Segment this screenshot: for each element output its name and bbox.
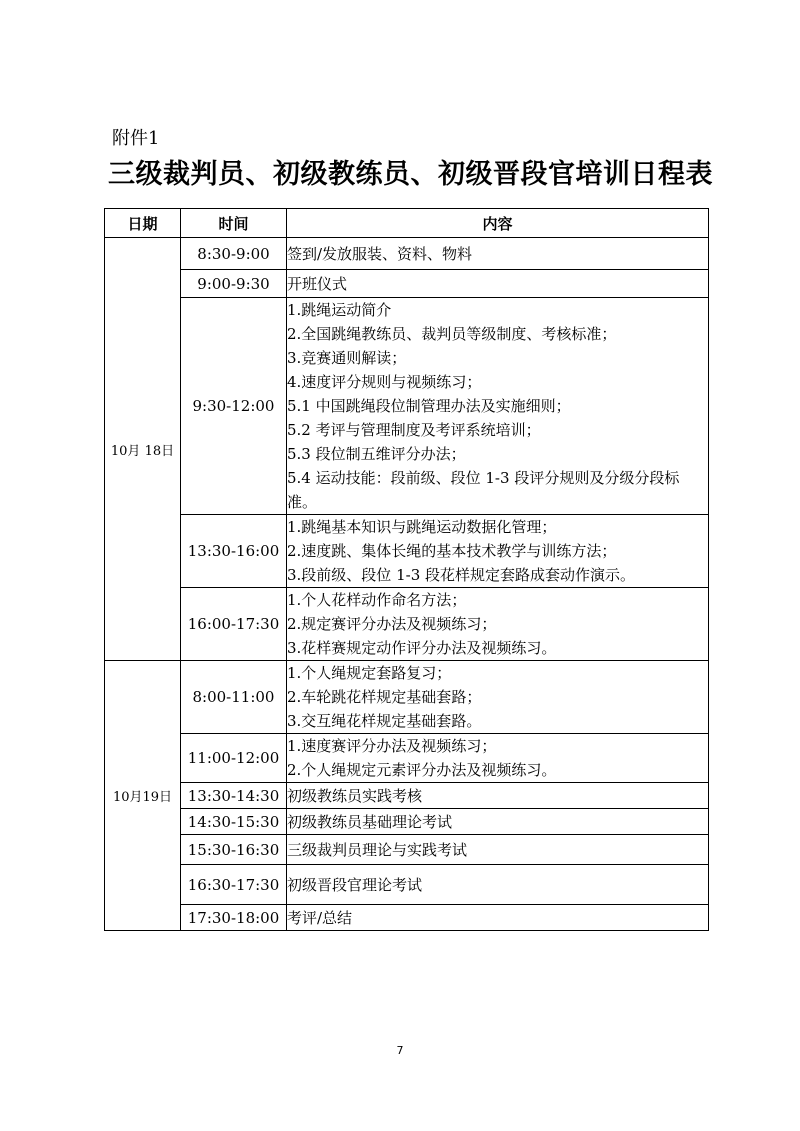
time-cell: 15:30-16:30 [181,835,287,865]
content-line: 1.个人绳规定套路复习； [287,664,452,682]
content-line: 开班仪式 [287,274,348,293]
schedule-table [104,208,709,931]
content-cell [287,734,709,783]
page-number: 7 [396,1044,404,1057]
table-row [105,588,709,661]
content-line: 签到/发放服装、资料、物料 [287,244,473,263]
content-line: 初级晋段官理论考试 [287,875,423,894]
table-row [105,734,709,783]
header-time: 时间 [181,209,287,238]
content-line: 三级裁判员理论与实践考试 [287,840,468,859]
date-cell: 10月 18日 [105,238,181,661]
content-cell [287,905,709,931]
content-cell [287,835,709,865]
table-row [105,783,709,809]
content-line: 3.竞赛通则解读； [287,349,407,367]
content-line: 3.段前级、段位 1-3 段花样规定套路成套动作演示。 [287,566,636,584]
content-line: 初级教练员实践考核 [287,786,423,805]
content-line: 1.个人花样动作命名方法； [287,591,467,609]
table-row [105,238,709,270]
table-row [105,515,709,588]
content-cell [287,865,709,905]
table-row [105,865,709,905]
time-cell: 13:30-16:00 [181,515,287,588]
content-line: 5.1 中国跳绳段位制管理办法及实施细则； [287,397,571,415]
time-cell: 8:00-11:00 [181,661,287,734]
time-cell: 13:30-14:30 [181,783,287,809]
content-line: 3.花样赛规定动作评分办法及视频练习。 [287,639,557,657]
content-line: 4.速度评分规则与视频练习； [287,373,482,391]
header-date: 日期 [105,209,181,238]
time-cell: 9:00-9:30 [181,270,287,298]
header-content: 内容 [287,209,709,238]
content-cell [287,809,709,835]
content-cell [287,783,709,809]
content-cell [287,661,709,734]
time-cell: 11:00-12:00 [181,734,287,783]
time-cell: 9:30-12:00 [181,298,287,515]
content-line: 2.全国跳绳教练员、裁判员等级制度、考核标准； [287,325,617,343]
attachment-label: 附件1 [112,128,160,149]
table-row [105,298,709,515]
content-cell [287,298,709,515]
content-cell [287,515,709,588]
content-line: 初级教练员基础理论考试 [287,812,453,831]
content-line: 1.跳绳基本知识与跳绳运动数据化管理； [287,518,557,536]
schedule-body [105,238,709,931]
time-cell: 16:00-17:30 [181,588,287,661]
content-line: 2.车轮跳花样规定基础套路； [287,688,482,706]
header-row [105,209,709,238]
time-cell: 17:30-18:00 [181,905,287,931]
content-line: 2.规定赛评分办法及视频练习； [287,615,497,633]
content-line: 1.速度赛评分办法及视频练习； [287,737,497,755]
table-row [105,661,709,734]
time-cell: 16:30-17:30 [181,865,287,905]
content-line: 2.个人绳规定元素评分办法及视频练习。 [287,761,557,779]
page-title: 三级裁判员、初级教练员、初级晋段官培训日程表 [108,159,713,190]
content-cell [287,588,709,661]
table-row [105,270,709,298]
content-cell [287,270,709,298]
date-cell: 10月19日 [105,661,181,931]
table-row [105,905,709,931]
time-cell: 14:30-15:30 [181,809,287,835]
content-line: 5.2 考评与管理制度及考评系统培训； [287,421,541,439]
content-line: 2.速度跳、集体长绳的基本技术教学与训练方法； [287,542,617,560]
time-cell: 8:30-9:00 [181,238,287,270]
content-line: 5.4 运动技能：段前级、段位 1-3 段评分规则及分级分段标准。 [287,469,680,511]
content-line: 1.跳绳运动简介 [287,301,392,319]
content-line: 3.交互绳花样规定基础套路。 [287,712,482,730]
table-row [105,835,709,865]
content-line: 5.3 段位制五维评分办法； [287,445,466,463]
content-line: 考评/总结 [287,908,353,927]
content-cell [287,238,709,270]
table-row [105,809,709,835]
